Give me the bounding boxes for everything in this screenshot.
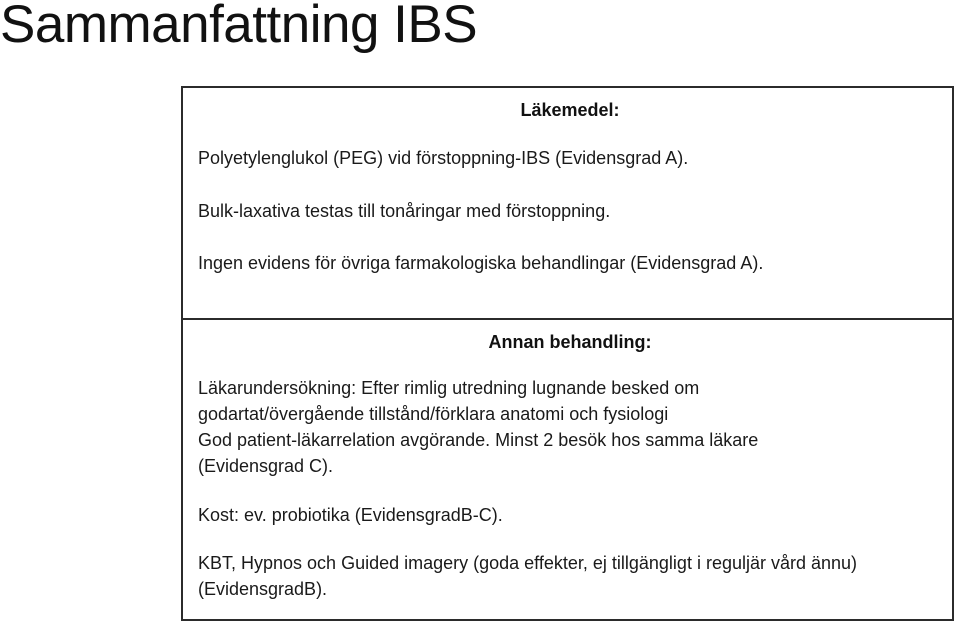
medication-item: Polyetylenglukol (PEG) vid förstoppning-IBS (Evidensgrad A).: [198, 148, 689, 168]
treatment-line: (EvidensgradB).: [198, 579, 328, 599]
treatment-line: God patient-läkarrelation avgörande. Minst 2 besök hos samma läkare: [198, 430, 759, 450]
treatment-item-diet: [198, 502, 942, 528]
treatment-item-doctor-visit: [198, 375, 942, 479]
treatment-line: KBT, Hypnos och Guided imagery (goda effekter, ej tillgängligt i reguljär vård ännu): [198, 553, 858, 573]
summary-table: [181, 86, 954, 621]
medications-section: [183, 88, 952, 320]
other-treatment-heading: Annan behandling:: [488, 332, 652, 352]
treatment-line: Kost: ev. probiotika (EvidensgradB-C).: [198, 505, 503, 525]
medication-item: Bulk-laxativa testas till tonåringar med förstoppning.: [198, 201, 611, 221]
medication-item: Ingen evidens för övriga farmakologiska behandlingar (Evidensgrad A).: [198, 253, 764, 273]
medications-heading: Läkemedel:: [520, 100, 620, 120]
treatment-line: Läkarundersökning: Efter rimlig utredning lugnande besked om: [198, 378, 700, 398]
treatment-line: (Evidensgrad C).: [198, 456, 334, 476]
page-title: Sammanfattning IBS: [0, 0, 478, 54]
treatment-item-cbt: [198, 550, 942, 602]
other-treatment-section: [183, 320, 952, 619]
treatment-line: godartat/övergående tillstånd/förklara anatomi och fysiologi: [198, 404, 669, 424]
